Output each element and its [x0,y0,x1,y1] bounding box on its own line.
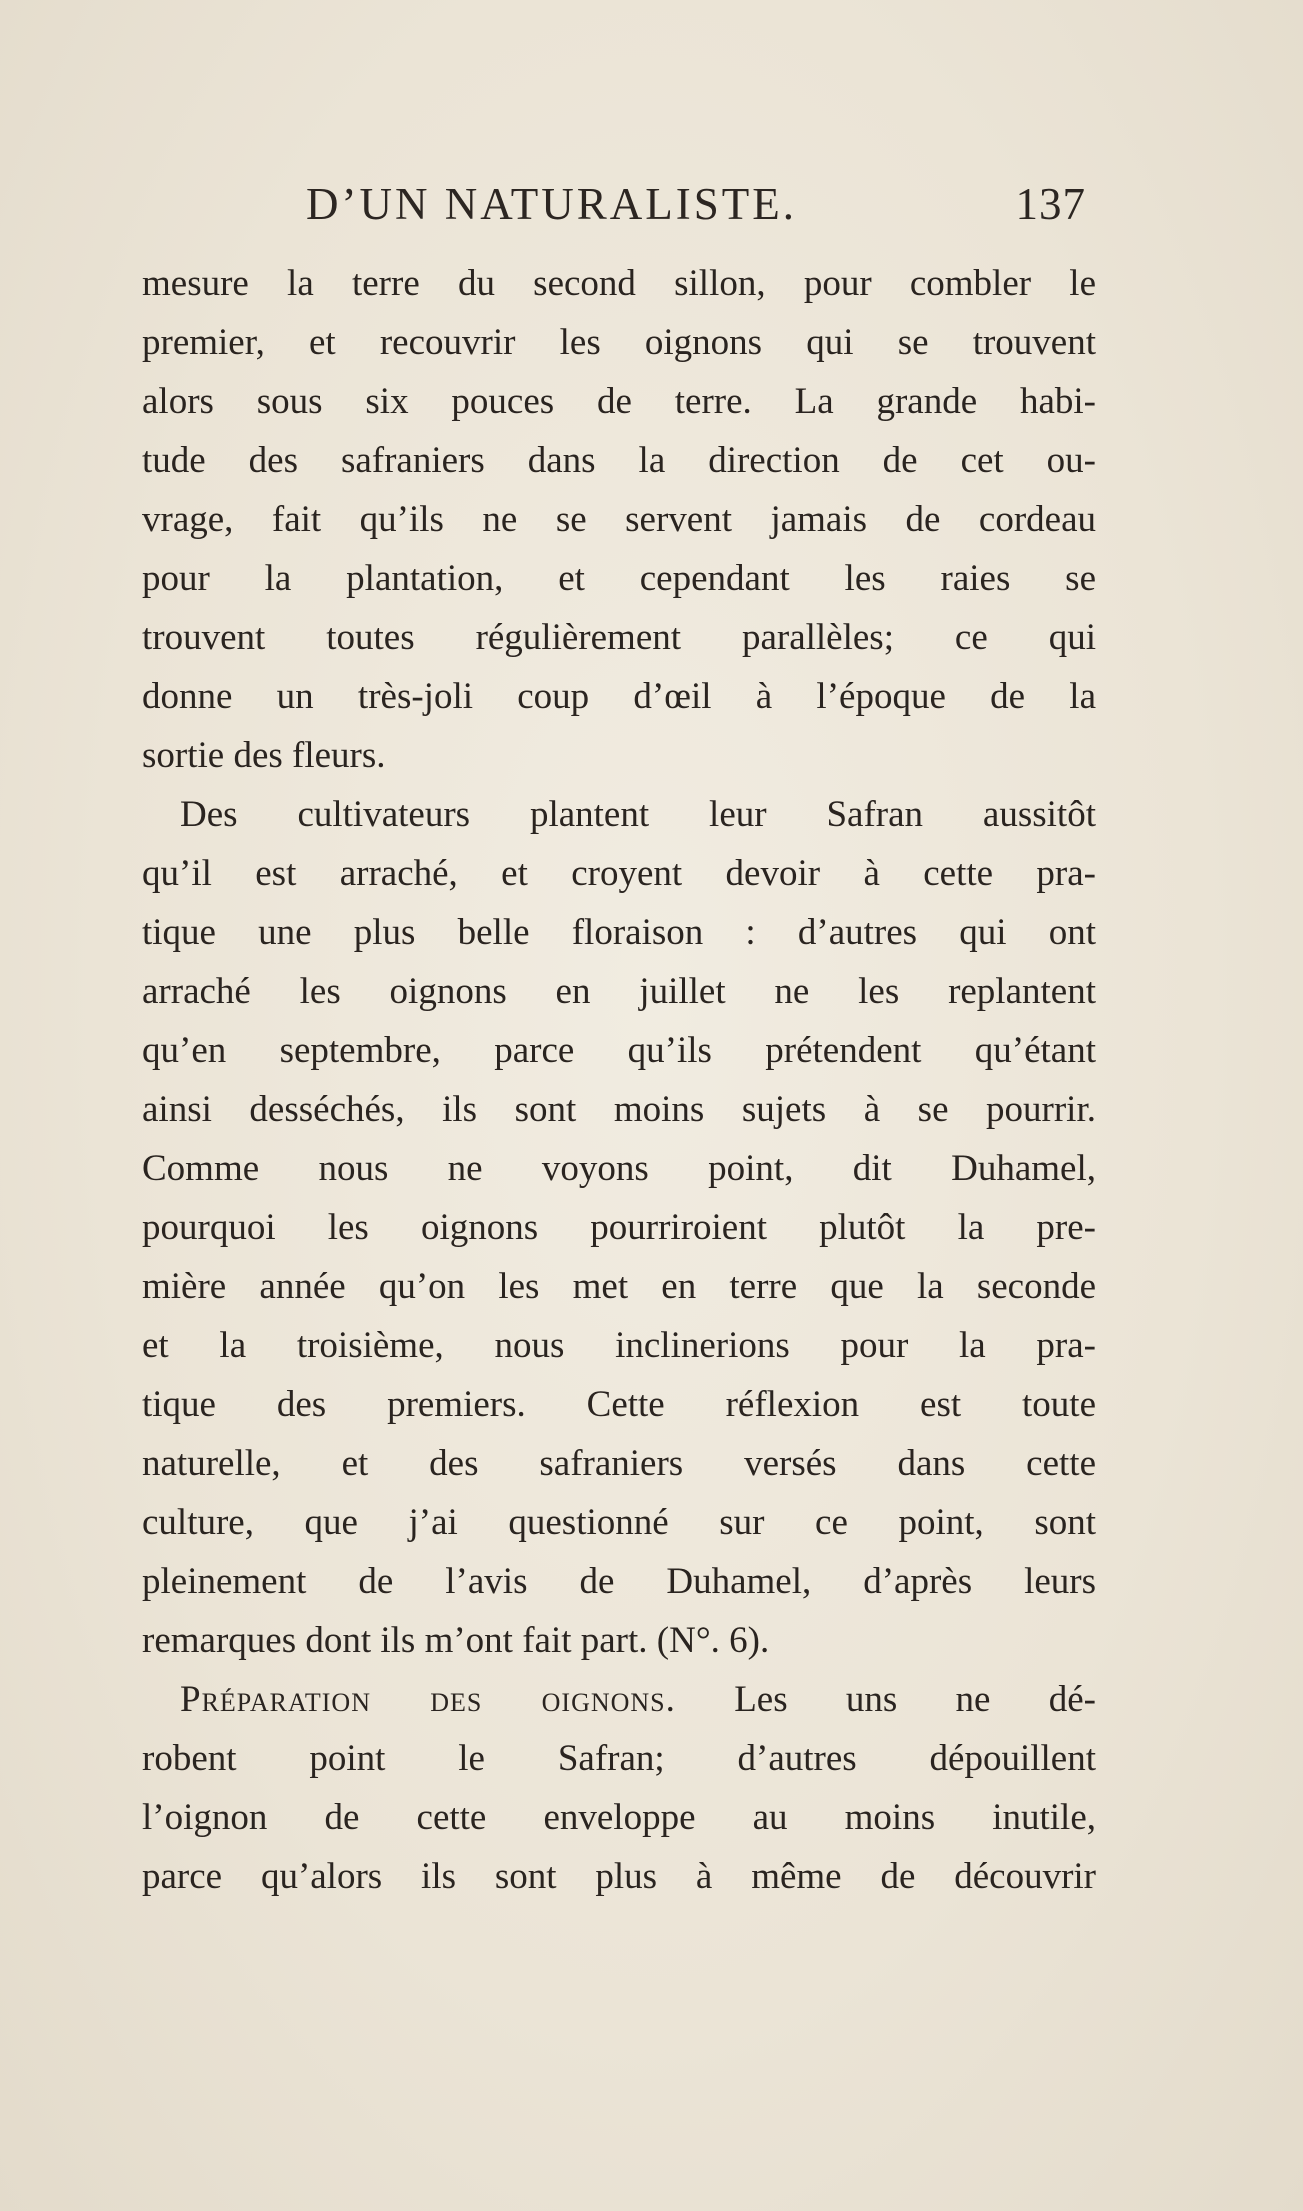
text-line-tail: Les uns ne dé- [734,1679,1096,1720]
page-number: 137 [1015,179,1086,229]
text-line: et la troisième, nous inclinerions pour la pra- [142,1325,1096,1366]
text-line: tude des safraniers dans la direction de cet ou- [142,440,1096,481]
text-line: premier, et recouvrir les oignons qui se trouvent [142,322,1096,363]
text-line: l’oignon de cette enveloppe au moins inutile, [142,1797,1096,1838]
text-line: remarques dont ils m’ont fait part. (N°. 6). [142,1620,770,1661]
text-line: Des cultivateurs plantent leur Safran aussitôt [180,794,1096,835]
text-line: pour la plantation, et cependant les raies se [142,558,1096,599]
text-line: naturelle, et des safraniers versés dans cette [142,1443,1096,1484]
text-line: ainsi desséchés, ils sont moins sujets à se pourrir. [142,1089,1096,1130]
text-line: culture, que j’ai questionné sur ce point, sont [142,1502,1096,1543]
text-line: robent point le Safran; d’autres dépouillent [142,1738,1096,1779]
text-line: mière année qu’on les met en terre que la seconde [142,1266,1096,1307]
text-line: alors sous six pouces de terre. La grande habi- [142,381,1096,422]
text-line: Comme nous ne voyons point, dit Duhamel, [142,1148,1096,1189]
text-line: tique une plus belle floraison : d’autres qui ont [142,912,1096,953]
text-line: donne un très-joli coup d’œil à l’époque de la [142,676,1096,717]
text-line: tique des premiers. Cette réflexion est toute [142,1384,1096,1425]
text-line: trouvent toutes régulièrement parallèles; ce qui [142,617,1096,658]
text-line: mesure la terre du second sillon, pour combler le [142,263,1096,304]
section-heading: Préparation des oignons. [180,1679,676,1720]
running-title: D’UN NATURALISTE. [306,179,797,229]
text-line: qu’il est arraché, et croyent devoir à cette pra- [142,853,1096,894]
text-line: qu’en septembre, parce qu’ils prétendent qu’étant [142,1030,1096,1071]
running-header [306,178,1086,238]
text-line: pourquoi les oignons pourriroient plutôt la pre- [142,1207,1096,1248]
section-heading-line [142,1670,1096,1729]
text-line: vrage, fait qu’ils ne se servent jamais de cordeau [142,499,1096,540]
body-text [142,254,1096,1906]
text-line: sortie des fleurs. [142,735,386,776]
text-line: pleinement de l’avis de Duhamel, d’après leurs [142,1561,1096,1602]
text-line: parce qu’alors ils sont plus à même de découvrir [142,1856,1096,1897]
text-line: arraché les oignons en juillet ne les replantent [142,971,1096,1012]
